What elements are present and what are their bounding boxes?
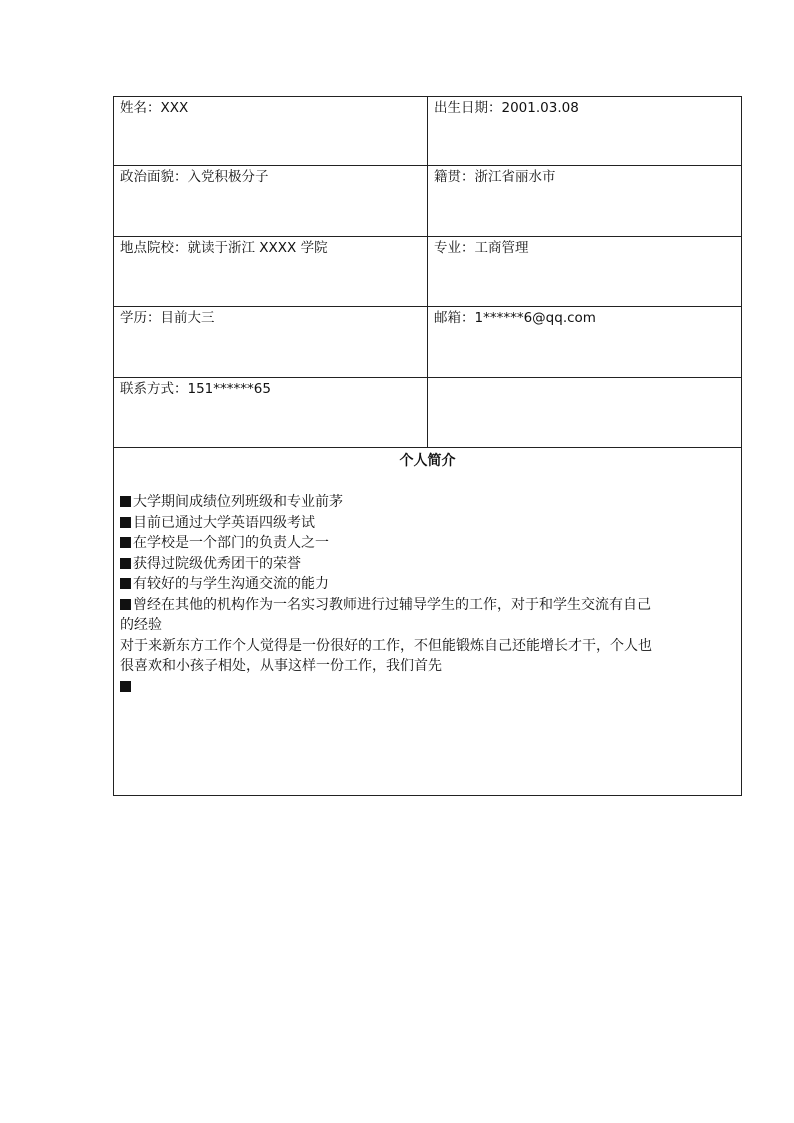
education-value: 目前大三: [160, 310, 215, 326]
contact-value: 151******65: [187, 381, 271, 397]
bullet-text: 有较好的与学生沟通交流的能力: [133, 576, 329, 592]
bullet-item: [120, 533, 735, 554]
bullet-item: [120, 492, 735, 513]
education-cell: [114, 307, 428, 378]
email-value: 1******6@qq.com: [474, 310, 596, 326]
intro-cell: [114, 448, 742, 796]
table-row: [114, 97, 742, 166]
bullet-item: [120, 595, 735, 616]
email-cell: [428, 307, 742, 378]
empty-cell: [428, 378, 742, 448]
table-row: [114, 378, 742, 448]
email-label: 邮箱：: [434, 310, 475, 326]
bullet-item: [120, 677, 735, 698]
paragraph-line: 对于来新东方工作个人觉得是一份很好的工作，不但能锻炼自己还能增长才干，个人也: [120, 637, 652, 654]
resume-table: [113, 96, 742, 796]
politics-label: 政治面貌：: [120, 169, 188, 185]
paragraph-line: 很喜欢和小孩子相处，从事这样一份工作，我们首先: [120, 658, 442, 674]
intro-title: 个人简介: [399, 453, 456, 469]
hometown-cell: [428, 166, 742, 237]
bullet-text: 目前已通过大学英语四级考试: [133, 514, 315, 531]
birth-label: 出生日期：: [434, 100, 502, 116]
contact-cell: [114, 378, 428, 448]
bullet-text: 大学期间成绩位列班级和专业前茅: [133, 494, 343, 510]
square-bullet-icon: [120, 496, 131, 507]
bullet-item: [120, 513, 735, 534]
school-value: 就读于浙江 XXXX 学院: [187, 240, 328, 256]
hometown-label: 籍贯：: [434, 169, 475, 185]
bullet-continuation: 的经验: [120, 617, 162, 633]
birth-value: 2001.03.08: [501, 100, 579, 116]
square-bullet-icon: [120, 578, 131, 589]
intro-row: [114, 448, 742, 796]
square-bullet-icon: [120, 517, 131, 528]
square-bullet-icon: [120, 681, 131, 692]
name-cell: [114, 97, 428, 166]
name-label: 姓名：: [120, 100, 161, 116]
table-row: [114, 237, 742, 307]
square-bullet-icon: [120, 558, 131, 569]
major-label: 专业：: [434, 240, 475, 256]
bullet-item: [120, 574, 735, 595]
contact-label: 联系方式：: [120, 381, 188, 397]
bullet-item: [120, 554, 735, 575]
major-value: 工商管理: [474, 240, 529, 256]
bullet-text: 获得过院级优秀团干的荣誉: [133, 555, 301, 572]
hometown-value: 浙江省丽水市: [474, 169, 556, 185]
square-bullet-icon: [120, 599, 131, 610]
school-label: 地点院校：: [120, 240, 188, 256]
intro-body: [120, 492, 735, 697]
school-cell: [114, 237, 428, 307]
politics-cell: [114, 166, 428, 237]
politics-value: 入党积极分子: [187, 169, 269, 185]
square-bullet-icon: [120, 537, 131, 548]
birth-cell: [428, 97, 742, 166]
bullet-text: 在学校是一个部门的负责人之一: [133, 535, 329, 551]
education-label: 学历：: [120, 310, 161, 326]
major-cell: [428, 237, 742, 307]
bullet-text: 曾经在其他的机构作为一名实习教师进行过辅导学生的工作，对于和学生交流有自己: [133, 596, 651, 613]
table-row: [114, 166, 742, 237]
name-value: XXX: [160, 100, 189, 116]
table-row: [114, 307, 742, 378]
